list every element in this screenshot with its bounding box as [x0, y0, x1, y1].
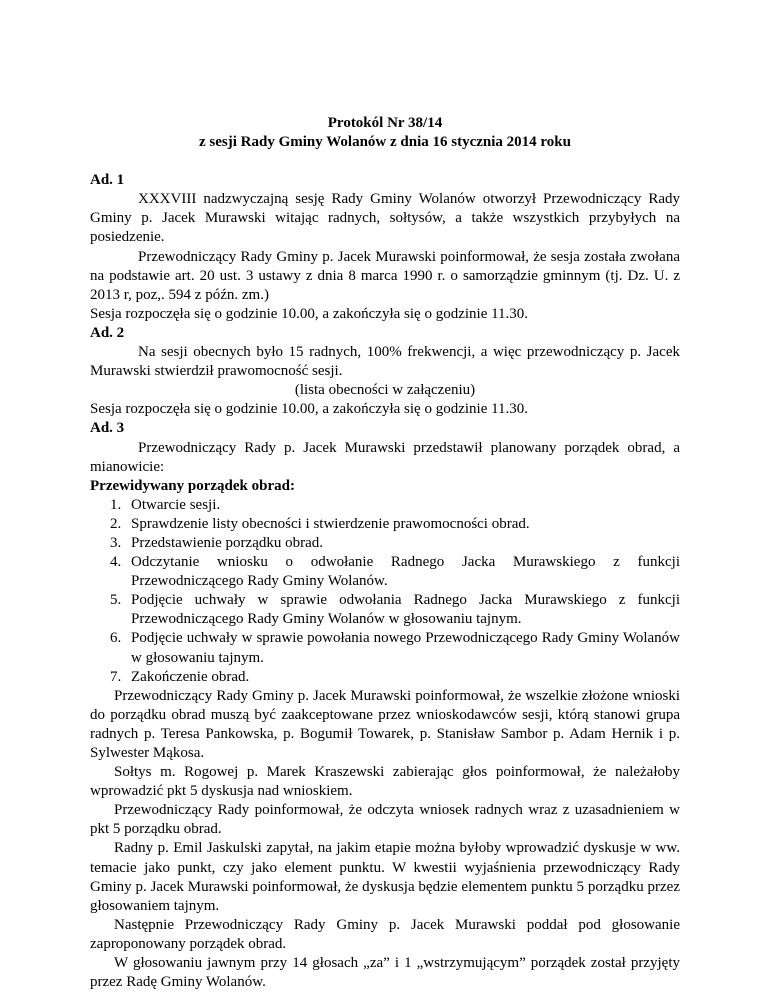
document-subtitle: z sesji Rady Gminy Wolanów z dnia 16 stycznia 2014 roku [199, 134, 571, 151]
agenda-item: 5. Podjęcie uchwały w sprawie odwołania Radnego Jacka Murawskiego z funkcji Przewodniczącego Rady Gminy Wolanów w głosowaniu tajnym. [125, 591, 680, 629]
paragraph: Następnie Przewodniczący Rady Gminy p. Jacek Murawski poddał pod głosowanie zaproponowany porządek obrad. [90, 916, 680, 952]
paragraph: Przewodniczący Rady poinformował, że odczyta wniosek radnych wraz z uzasadnieniem w pkt 5 porządku obrad. [90, 802, 680, 838]
agenda-item: 7. Zakończenie obrad. [125, 668, 680, 687]
section-heading: Ad. 2 [90, 324, 125, 341]
section-ad-2 [90, 324, 680, 419]
agenda-heading: Przewidywany porządek obrad: [90, 477, 295, 494]
agenda-item: 2. Sprawdzenie listy obecności i stwierdzenie prawomocności obrad. [125, 515, 680, 534]
paragraph: Radny p. Emil Jaskulski zapytał, na jakim etapie można byłoby wprowadzić dyskusje w ww. temacie jako punkt, czy jako element punktu. W kwestii wyjaśnienia przewodniczący Rady Gminy p. Jacek Murawski poinformował, że dyskusja będzie elementem punktu 5 porządku przez głosowaniem tajnym. [90, 840, 680, 914]
document-title: Protokól Nr 38/14 [327, 115, 443, 131]
paragraph: Sesja rozpoczęła się o godzinie 10.00, a zakończyła się o godzinie 11.30. [90, 401, 529, 418]
paragraph: W głosowaniu jawnym przy 14 głosach „za” i 1 „wstrzymującym” porządek został przyjęty przez Radę Gminy Wolanów. [90, 955, 680, 991]
paragraph: Przewodniczący Rady Gminy p. Jacek Murawski poinformował, że wszelkie złożone wnioski do porządku obrad muszą być zaakceptowane przez wnioskodawców sesji, którą stanowi grupa radnych p. Teresa Pankowska, p. Bogumił Towarek, p. Stanisław Sambor p. Adam Hernik i p. Sylwester Mąkosa. [90, 687, 680, 761]
section-heading: Ad. 3 [90, 420, 125, 437]
agenda-item: 6. Podjęcie uchwały w sprawie powołania nowego Przewodniczącego Rady Gminy Wolanów w głosowaniu tajnym. [125, 629, 680, 667]
agenda-item: 3. Przedstawienie porządku obrad. [125, 534, 680, 553]
paragraph: Sesja rozpoczęła się o godzinie 10.00, a zakończyła się o godzinie 11.30. [90, 305, 529, 322]
section-ad-1 [90, 171, 680, 324]
agenda-item: 4. Odczytanie wniosku o odwołanie Radnego Jacka Murawskiego z funkcji Przewodniczącego Rady Gminy Wolanów. [125, 553, 680, 591]
attendance-note: (lista obecności w załączeniu) [294, 382, 476, 399]
agenda-list [90, 496, 680, 687]
paragraph: Przewodniczący Rady Gminy p. Jacek Murawski poinformował, że sesja została zwołana na podstawie art. 20 ust. 3 ustawy z dnia 8 marca 1990 r. o samorządzie gminnym (tj. Dz. U. z 2013 r, poz,. 594 z późn. zm.) [90, 248, 680, 303]
section-ad-3 [90, 419, 680, 992]
section-heading: Ad. 1 [90, 172, 125, 189]
paragraph: Na sesji obecnych było 15 radnych, 100% frekwencji, a więc przewodniczący p. Jacek Murawski stwierdził prawomocność sesji. [90, 344, 680, 380]
paragraph: Przewodniczący Rady p. Jacek Murawski przedstawił planowany porządek obrad, a mianowicie: [90, 439, 680, 475]
paragraph: Sołtys m. Rogowej p. Marek Kraszewski zabierając głos poinformował, że należałoby wprowadzić pkt 5 dyskusja nad wnioskiem. [90, 764, 680, 800]
paragraph: XXXVIII nadzwyczajną sesję Rady Gminy Wolanów otworzył Przewodniczący Rady Gminy p. Jacek Murawski witając radnych, sołtysów, a także wszystkich przybyłych na posiedzenie. [90, 191, 680, 246]
agenda-item: 1. Otwarcie sesji. [125, 496, 680, 515]
